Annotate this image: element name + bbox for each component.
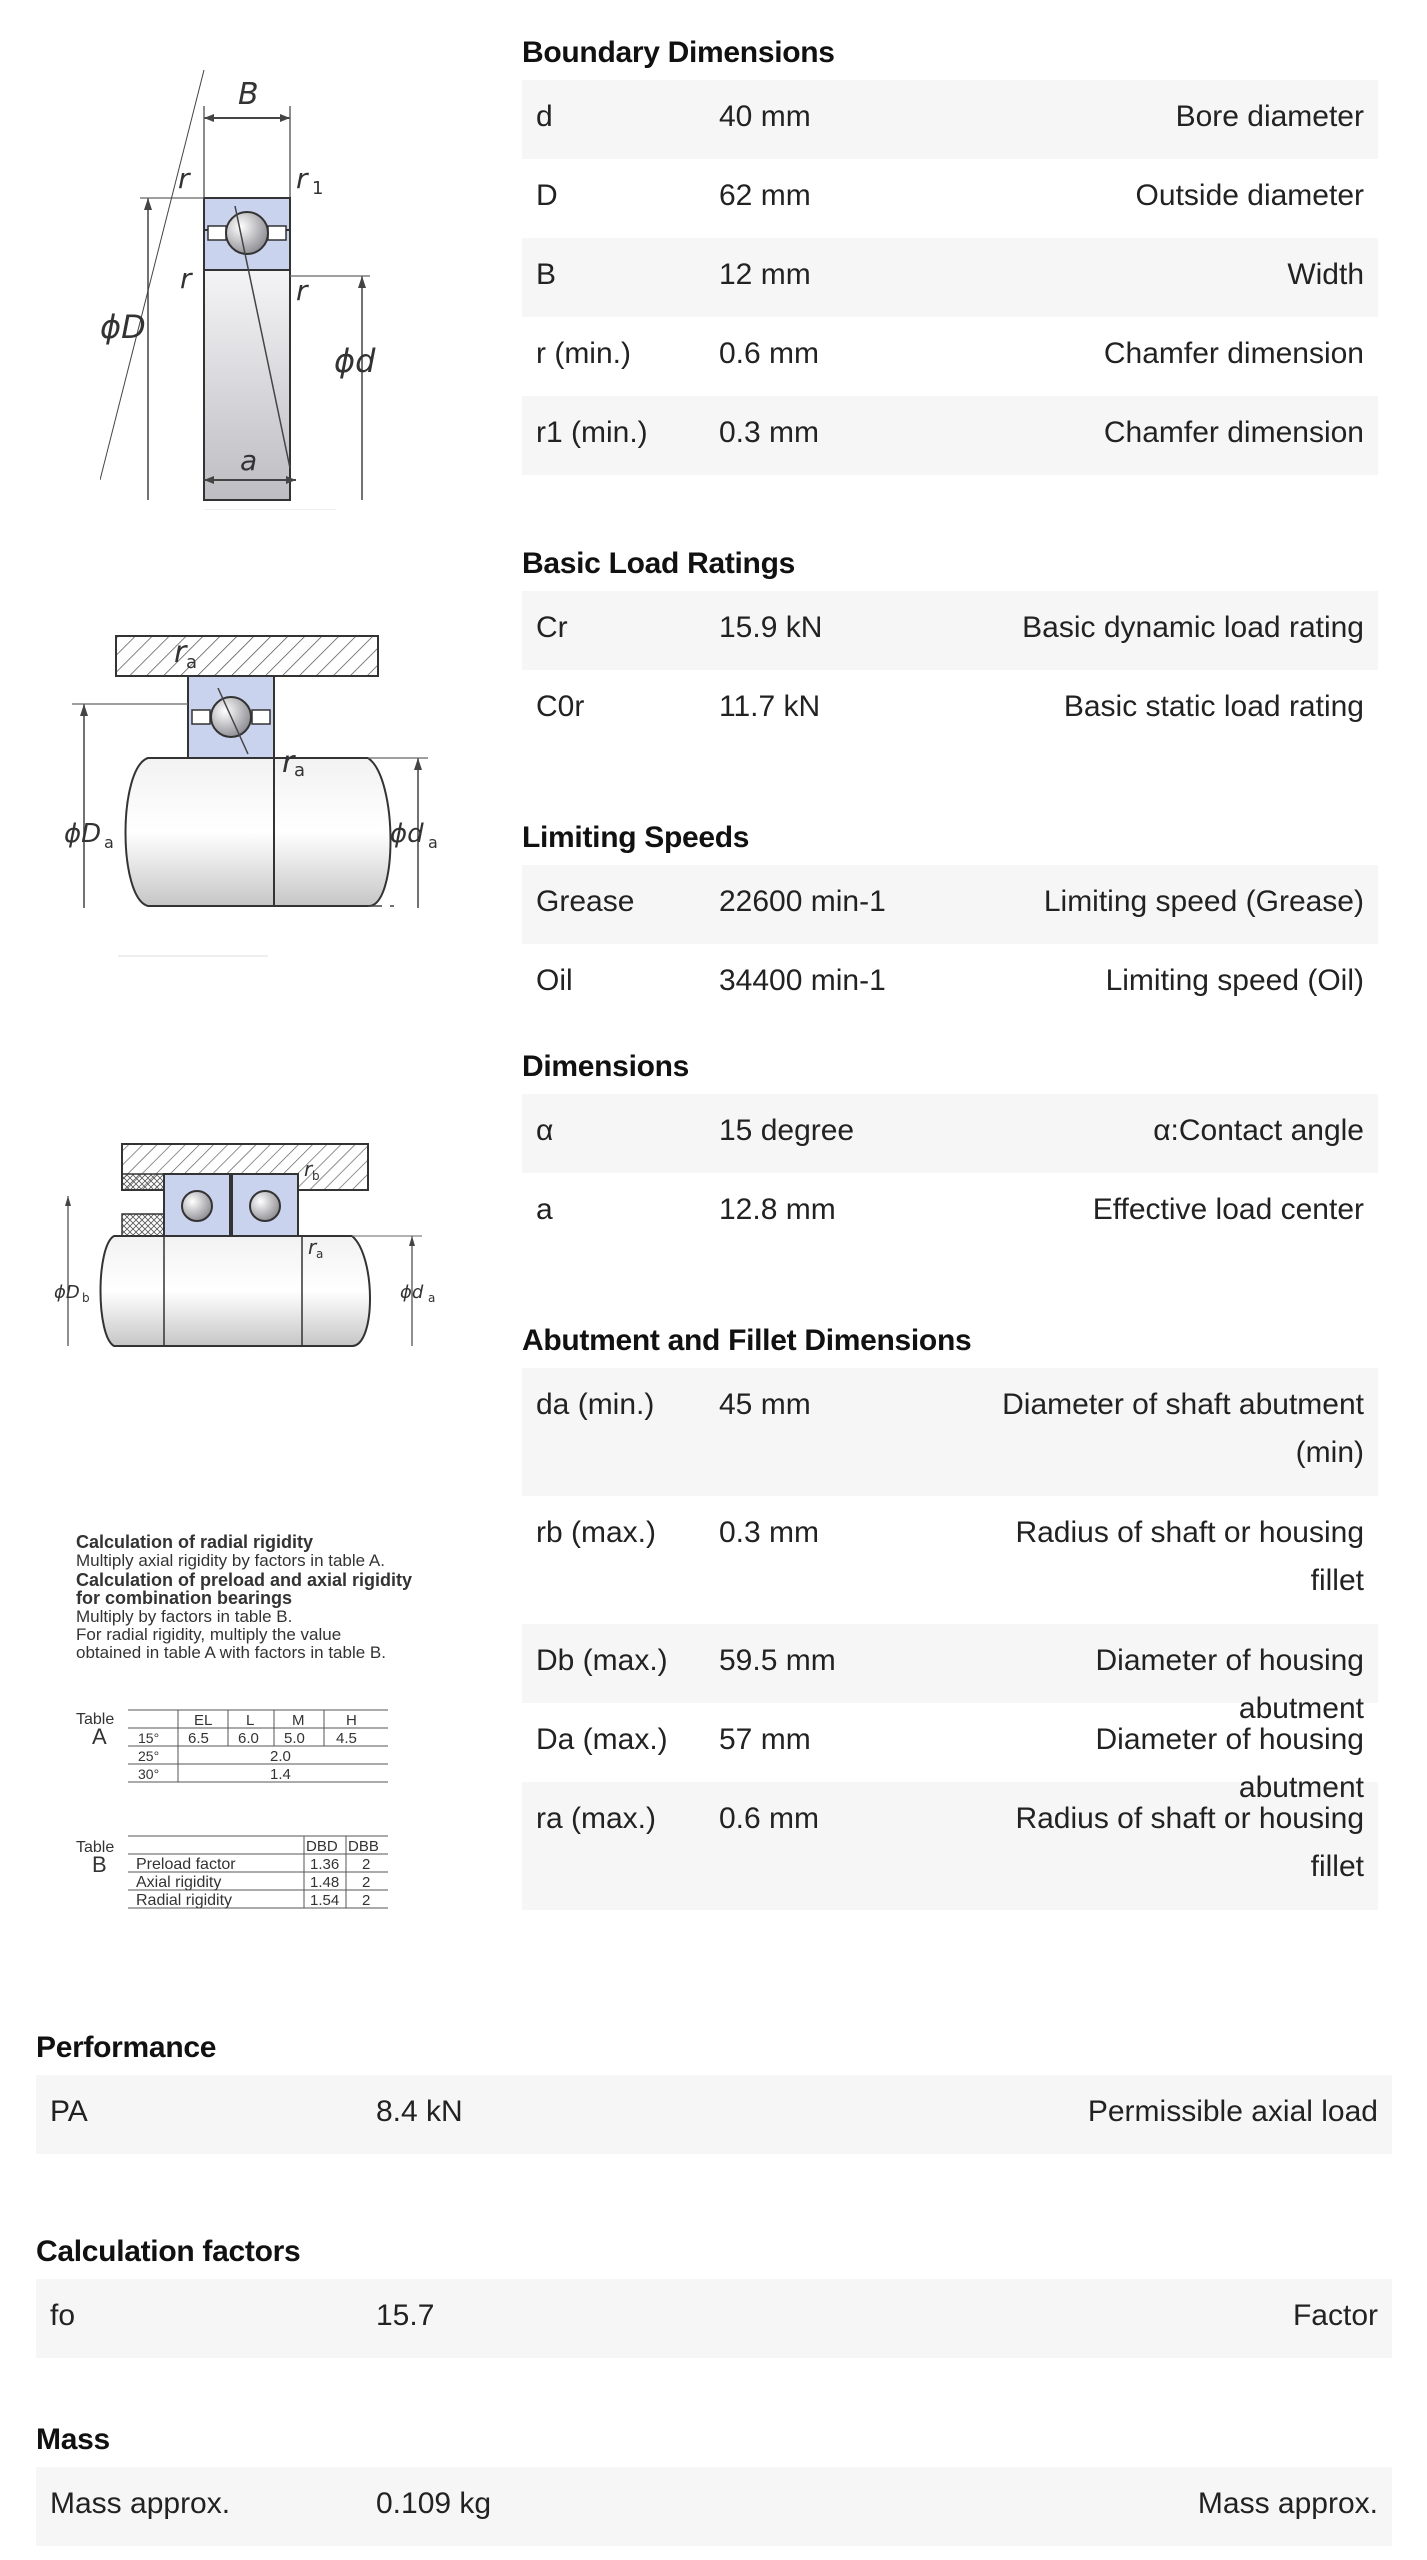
spec-symbol: α xyxy=(536,1114,554,1147)
spec-row xyxy=(36,2075,1392,2154)
spec-description: Basic dynamic load rating xyxy=(1022,611,1364,644)
spec-row xyxy=(522,1368,1378,1496)
table-b-row-label: Radial rigidity xyxy=(136,1892,233,1909)
label-a: a xyxy=(240,444,258,477)
performance-section xyxy=(36,2021,1392,2154)
spec-value: 15.7 xyxy=(376,2299,435,2332)
label-r-right: r xyxy=(296,274,308,307)
spec-row xyxy=(522,80,1378,159)
spec-symbol: C0r xyxy=(536,690,585,723)
spec-description: Mass approx. xyxy=(1197,2487,1378,2520)
note-line-2: Multiply by factors in table B. xyxy=(76,1607,293,1626)
table-b-cell: 1.54 xyxy=(310,1892,340,1909)
note-heading-radial: Calculation of radial rigidity xyxy=(76,1532,314,1552)
spec-symbol: Mass approx. xyxy=(50,2487,231,2520)
spec-value: 8.4 kN xyxy=(376,2095,463,2128)
table-b-title: Table xyxy=(76,1839,115,1856)
bearing-section-drawing xyxy=(100,70,400,510)
label-ra-shaft-sub: a xyxy=(294,760,306,781)
label-r-left: r xyxy=(180,262,192,295)
spec-description: Diameter of housing abutment xyxy=(1095,1644,1364,1725)
spec-description: Width xyxy=(1287,258,1364,291)
spec-description: Permissible axial load xyxy=(1087,2095,1378,2128)
spec-description: Chamfer dimension xyxy=(1103,337,1364,370)
spec-value: 59.5 mm xyxy=(719,1644,836,1677)
spec-row xyxy=(522,1496,1378,1624)
table-b-cell: 2 xyxy=(362,1874,371,1891)
label-r1-sub: 1 xyxy=(312,178,324,199)
spec-row xyxy=(522,159,1378,238)
spec-value: 0.6 mm xyxy=(719,1802,820,1835)
table-a-header-l: L xyxy=(246,1712,255,1729)
spec-description: Radius of shaft or housing fillet xyxy=(1015,1802,1364,1883)
spec-symbol: rb (max.) xyxy=(536,1516,656,1549)
table-a-cell: 6.5 xyxy=(188,1730,209,1747)
dimensions-section xyxy=(522,1040,1378,1252)
spec-row xyxy=(522,591,1378,670)
spec-value: 0.3 mm xyxy=(719,416,820,449)
spec-row xyxy=(522,238,1378,317)
section-title: Dimensions xyxy=(522,1050,690,1083)
spec-value: 57 mm xyxy=(719,1723,811,1756)
mounting-pair-drawing xyxy=(52,1136,452,1356)
bearing-section-figure xyxy=(100,70,400,510)
spec-value: 22600 min-1 xyxy=(719,885,886,918)
label-phi-da: ϕd xyxy=(390,819,424,849)
rigidity-note-figure xyxy=(74,1530,454,1950)
label-B: B xyxy=(238,77,259,112)
spec-description: Diameter of housing abutment xyxy=(1095,1723,1364,1804)
spec-row xyxy=(522,1782,1378,1910)
spec-value: 12 mm xyxy=(719,258,811,291)
note-line-1: Multiply axial rigidity by factors in table A. xyxy=(76,1551,385,1570)
label-ra-sub: a xyxy=(316,1247,324,1261)
spec-description: Factor xyxy=(1292,2299,1378,2332)
table-a-letter: A xyxy=(92,1724,107,1749)
spec-description: Chamfer dimension xyxy=(1103,416,1364,449)
label-r: r xyxy=(178,162,190,195)
mounting-pair-figure xyxy=(52,1136,452,1356)
label-ra: r xyxy=(308,1235,317,1259)
spec-symbol: ra (max.) xyxy=(536,1802,656,1835)
spec-symbol: r1 (min.) xyxy=(536,416,648,449)
table-a-cell: 5.0 xyxy=(284,1730,305,1747)
table-b-cell: 2 xyxy=(362,1892,371,1909)
table-a-cell: 6.0 xyxy=(238,1730,259,1747)
section-title: Abutment and Fillet Dimensions xyxy=(522,1324,972,1357)
spec-description: Outside diameter xyxy=(1135,179,1364,212)
spec-value: 0.109 kg xyxy=(376,2487,492,2520)
label-ra-shaft: r xyxy=(282,745,295,780)
table-b-row-label: Axial rigidity xyxy=(136,1874,222,1891)
spec-symbol: D xyxy=(536,179,558,212)
spec-symbol: Oil xyxy=(536,964,573,997)
spec-description: Basic static load rating xyxy=(1063,690,1364,723)
table-b-letter: B xyxy=(92,1852,107,1877)
spec-symbol: fo xyxy=(50,2299,76,2332)
label-rb-sub: b xyxy=(312,1169,320,1183)
table-a-header-m: M xyxy=(292,1712,305,1729)
label-r1: r xyxy=(296,162,308,195)
note-line-4: obtained in table A with factors in table B. xyxy=(76,1643,386,1662)
spec-value: 11.7 kN xyxy=(719,690,821,723)
spec-row xyxy=(522,1173,1378,1252)
note-heading-preload-a: Calculation of preload and axial rigidity xyxy=(76,1570,413,1590)
spec-value: 40 mm xyxy=(719,100,811,133)
label-phi-D: ϕD xyxy=(100,308,146,346)
label-phi-Db: ϕD xyxy=(54,1282,80,1303)
spec-row xyxy=(36,2467,1392,2546)
label-ra-top: r xyxy=(174,635,187,670)
section-title: Mass xyxy=(36,2423,110,2456)
label-phi-da: ϕd xyxy=(400,1282,424,1303)
table-a-title: Table xyxy=(76,1711,115,1728)
spec-value: 0.6 mm xyxy=(719,337,820,370)
spec-value: 34400 min-1 xyxy=(719,964,886,997)
table-b-header-dbd: DBD xyxy=(306,1838,338,1855)
spec-row xyxy=(522,1703,1378,1804)
section-title: Limiting Speeds xyxy=(522,821,750,854)
table-a-angle-30: 30° xyxy=(138,1766,160,1782)
table-b-row-label: Preload factor xyxy=(136,1856,236,1873)
note-heading-preload-b: for combination bearings xyxy=(76,1588,293,1608)
spec-symbol: a xyxy=(536,1193,553,1226)
spec-symbol: d xyxy=(536,100,553,133)
spec-row xyxy=(522,1094,1378,1173)
label-phi-Da: ϕD xyxy=(64,819,102,849)
label-phi-da-sub: a xyxy=(428,833,438,852)
spec-value: 12.8 mm xyxy=(719,1193,836,1226)
table-a-header-h: H xyxy=(346,1712,357,1729)
section-title: Performance xyxy=(36,2031,217,2064)
spec-description: Bore diameter xyxy=(1175,100,1364,133)
spec-description: Radius of shaft or housing fillet xyxy=(1015,1516,1364,1597)
label-phi-da-sub: a xyxy=(428,1291,436,1305)
spec-value: 15 degree xyxy=(719,1114,855,1147)
label-phi-d: ϕd xyxy=(334,342,376,380)
spec-row xyxy=(522,396,1378,475)
table-a-merged: 1.4 xyxy=(270,1766,291,1783)
table-b-header-dbb: DBB xyxy=(348,1838,379,1855)
limiting-speeds-section xyxy=(522,811,1378,1023)
spec-description: Diameter of shaft abutment (min) xyxy=(1002,1388,1364,1469)
section-title: Calculation factors xyxy=(36,2235,301,2268)
spec-value: 62 mm xyxy=(719,179,811,212)
spec-symbol: r (min.) xyxy=(536,337,631,370)
section-title: Boundary Dimensions xyxy=(522,36,835,69)
spec-symbol: PA xyxy=(50,2095,88,2128)
spec-description: Limiting speed (Oil) xyxy=(1105,964,1364,997)
label-phi-Db-sub: b xyxy=(82,1291,90,1305)
rigidity-note-drawing xyxy=(74,1530,454,1950)
table-a-header-el: EL xyxy=(194,1712,213,1729)
mounting-single-figure xyxy=(58,628,458,968)
spec-value: 0.3 mm xyxy=(719,1516,820,1549)
abutment-section xyxy=(522,1314,1378,1910)
label-rb: r xyxy=(304,1157,313,1181)
spec-description: Limiting speed (Grease) xyxy=(1043,885,1364,918)
spec-row xyxy=(36,2279,1392,2358)
spec-value: 45 mm xyxy=(719,1388,811,1421)
table-b-cell: 1.48 xyxy=(310,1874,340,1891)
spec-symbol: Grease xyxy=(536,885,635,918)
label-ra-top-sub: a xyxy=(186,652,198,673)
label-phi-Da-sub: a xyxy=(104,833,114,852)
table-a-cell: 4.5 xyxy=(336,1730,357,1747)
spec-row xyxy=(522,944,1378,1023)
calculation-factors-section xyxy=(36,2225,1392,2358)
table-a-merged: 2.0 xyxy=(270,1748,291,1765)
spec-row xyxy=(522,865,1378,944)
table-a-angle-25: 25° xyxy=(138,1748,160,1764)
spec-row xyxy=(522,1624,1378,1725)
section-title: Basic Load Ratings xyxy=(522,547,795,580)
mass-section xyxy=(36,2413,1392,2546)
spec-symbol: Db (max.) xyxy=(536,1644,668,1677)
spec-symbol: B xyxy=(536,258,557,291)
mounting-single-drawing xyxy=(58,628,458,968)
spec-symbol: Da (max.) xyxy=(536,1723,668,1756)
spec-row xyxy=(522,317,1378,396)
table-a-angle-15: 15° xyxy=(138,1730,160,1746)
spec-symbol: Cr xyxy=(536,611,568,644)
spec-value: 15.9 kN xyxy=(719,611,823,644)
boundary-dimensions-section xyxy=(522,26,1378,475)
table-b-cell: 2 xyxy=(362,1856,371,1873)
spec-row xyxy=(522,670,1378,749)
note-line-3: For radial rigidity, multiply the value xyxy=(76,1625,342,1644)
load-ratings-section xyxy=(522,537,1378,749)
table-b-cell: 1.36 xyxy=(310,1856,340,1873)
spec-symbol: da (min.) xyxy=(536,1388,655,1421)
spec-description: α:Contact angle xyxy=(1153,1114,1364,1147)
spec-description: Effective load center xyxy=(1092,1193,1364,1226)
